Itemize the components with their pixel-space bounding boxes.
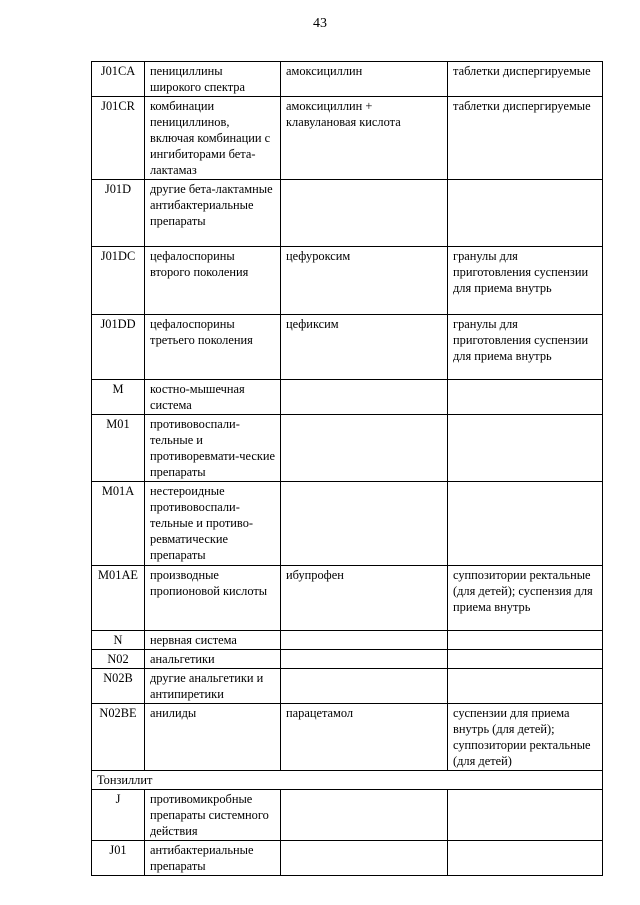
table-row (92, 415, 603, 482)
table-row (92, 315, 603, 380)
drug-substance (281, 415, 448, 482)
dosage-form: суспензии для приема внутрь (для детей); суппозитории ректальные (для детей) (448, 704, 603, 771)
table-row (92, 790, 603, 841)
dosage-form: таблетки диспергируемые (448, 97, 603, 180)
table-row (92, 650, 603, 669)
atc-code: J (92, 790, 145, 841)
page-number: 43 (313, 16, 327, 31)
pharmacological-group: противовоспали-тельные и противоревмати-ческие препараты (145, 415, 281, 482)
table-row (92, 97, 603, 180)
pharmacological-group: другие анальгетики и антипиретики (145, 669, 281, 704)
drug-substance: амоксициллин + клавулановая кислота (281, 97, 448, 180)
table-row (92, 62, 603, 97)
drug-substance (281, 631, 448, 650)
dosage-form: суппозитории ректальные (для детей); суспензия для приема внутрь (448, 566, 603, 631)
pharmacological-group: комбинации пенициллинов, включая комбинации с ингибиторами бета-лактамаз (145, 97, 281, 180)
atc-code: M01 (92, 415, 145, 482)
pharmacological-group: пенициллины широкого спектра (145, 62, 281, 97)
dosage-form: гранулы для приготовления суспензии для приема внутрь (448, 247, 603, 315)
section-header-row (92, 771, 603, 790)
pharmacological-group: производные пропионовой кислоты (145, 566, 281, 631)
table-row (92, 669, 603, 704)
section-title: Тонзиллит (92, 771, 603, 790)
drug-table (91, 61, 603, 876)
pharmacological-group: анилиды (145, 704, 281, 771)
drug-substance: амоксициллин (281, 62, 448, 97)
drug-substance (281, 180, 448, 247)
pharmacological-group: другие бета-лактамные антибактериальные препараты (145, 180, 281, 247)
drug-substance (281, 650, 448, 669)
table-row (92, 380, 603, 415)
dosage-form (448, 790, 603, 841)
atc-code: N (92, 631, 145, 650)
pharmacological-group: антибактериальные препараты (145, 841, 281, 876)
atc-code: N02 (92, 650, 145, 669)
dosage-form (448, 180, 603, 247)
drug-substance: ибупрофен (281, 566, 448, 631)
atc-code: N02BE (92, 704, 145, 771)
pharmacological-group: нервная система (145, 631, 281, 650)
atc-code: M01A (92, 482, 145, 566)
dosage-form (448, 631, 603, 650)
drug-substance (281, 669, 448, 704)
table-row (92, 566, 603, 631)
drug-substance (281, 790, 448, 841)
dosage-form: гранулы для приготовления суспензии для приема внутрь (448, 315, 603, 380)
atc-code: J01D (92, 180, 145, 247)
pharmacological-group: цефалоспорины третьего поколения (145, 315, 281, 380)
dosage-form: таблетки диспергируемые (448, 62, 603, 97)
atc-code: J01DC (92, 247, 145, 315)
drug-substance (281, 482, 448, 566)
atc-code: N02B (92, 669, 145, 704)
table-row (92, 482, 603, 566)
atc-code: J01 (92, 841, 145, 876)
pharmacological-group: нестероидные противовоспали-тельные и противо-ревматические препараты (145, 482, 281, 566)
atc-code: M (92, 380, 145, 415)
dosage-form (448, 482, 603, 566)
dosage-form (448, 650, 603, 669)
pharmacological-group: цефалоспорины второго поколения (145, 247, 281, 315)
table-row (92, 631, 603, 650)
dosage-form (448, 669, 603, 704)
atc-code: J01CA (92, 62, 145, 97)
atc-code: J01CR (92, 97, 145, 180)
table-row (92, 704, 603, 771)
table-row (92, 841, 603, 876)
atc-code: M01AE (92, 566, 145, 631)
pharmacological-group: противомикробные препараты системного действия (145, 790, 281, 841)
drug-substance: цефуроксим (281, 247, 448, 315)
table-row (92, 247, 603, 315)
table-row (92, 180, 603, 247)
pharmacological-group: анальгетики (145, 650, 281, 669)
dosage-form (448, 380, 603, 415)
drug-substance (281, 841, 448, 876)
drug-substance (281, 380, 448, 415)
dosage-form (448, 841, 603, 876)
dosage-form (448, 415, 603, 482)
pharmacological-group: костно-мышечная система (145, 380, 281, 415)
atc-code: J01DD (92, 315, 145, 380)
drug-substance: парацетамол (281, 704, 448, 771)
drug-substance: цефиксим (281, 315, 448, 380)
